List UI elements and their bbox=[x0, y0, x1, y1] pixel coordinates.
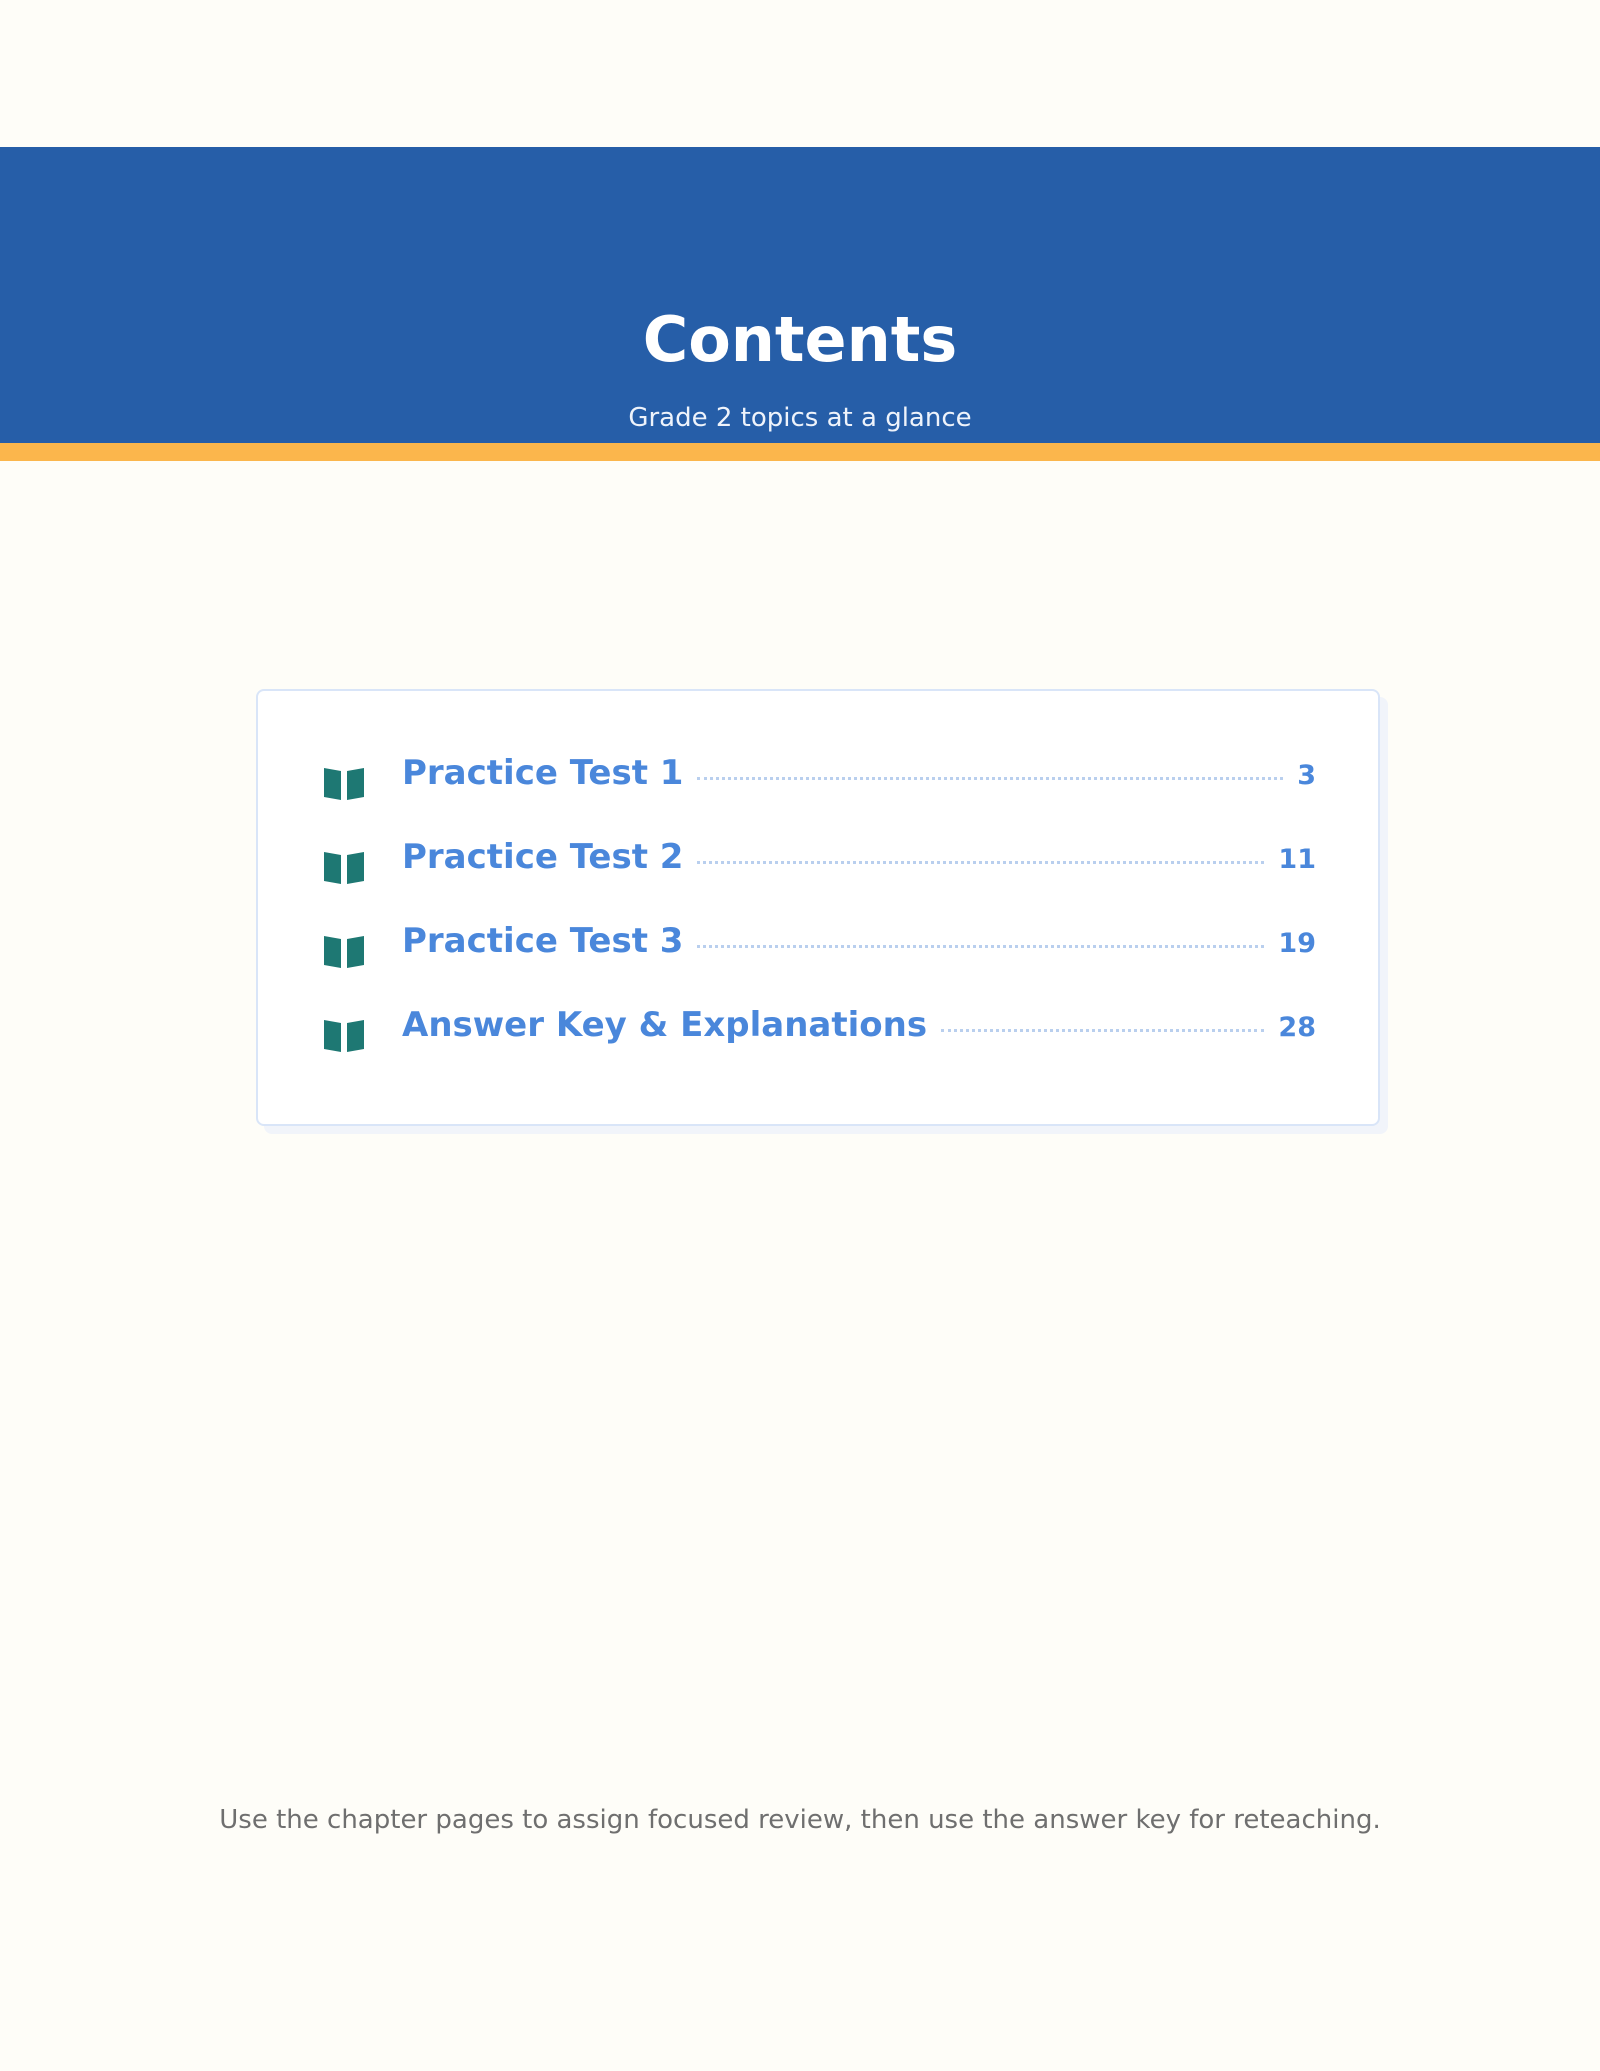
toc-entry-label: Practice Test 2 bbox=[402, 837, 684, 877]
toc-dot-leader bbox=[697, 945, 1264, 948]
toc-entry-practice-test-2[interactable] bbox=[322, 837, 1316, 921]
toc-entry-label: Practice Test 3 bbox=[402, 921, 684, 961]
toc-page-number: 11 bbox=[1278, 844, 1316, 875]
toc-dot-leader bbox=[941, 1029, 1264, 1032]
page-title: Contents bbox=[642, 303, 958, 376]
open-book-icon bbox=[322, 933, 366, 969]
toc-page-number: 28 bbox=[1278, 1012, 1316, 1043]
page-subtitle: Grade 2 topics at a glance bbox=[628, 403, 972, 433]
toc-entry-practice-test-1[interactable] bbox=[322, 753, 1316, 837]
toc-entry-practice-test-3[interactable] bbox=[322, 921, 1316, 1005]
toc-dot-leader bbox=[697, 777, 1283, 780]
table-of-contents-card bbox=[256, 689, 1380, 1126]
toc-entry-answer-key[interactable] bbox=[322, 1005, 1316, 1089]
footer-note: Use the chapter pages to assign focused review, then use the answer key for reteaching. bbox=[219, 1805, 1381, 1835]
open-book-icon bbox=[322, 765, 366, 801]
toc-entry-label: Answer Key & Explanations bbox=[402, 1005, 928, 1045]
toc-dot-leader bbox=[697, 861, 1264, 864]
open-book-icon bbox=[322, 849, 366, 885]
toc-entry-label: Practice Test 1 bbox=[402, 753, 684, 793]
toc-list bbox=[322, 753, 1316, 1089]
open-book-icon bbox=[322, 1017, 366, 1053]
toc-page-number: 3 bbox=[1297, 760, 1316, 791]
header-accent-stripe bbox=[0, 443, 1600, 461]
toc-page-number: 19 bbox=[1278, 928, 1316, 959]
